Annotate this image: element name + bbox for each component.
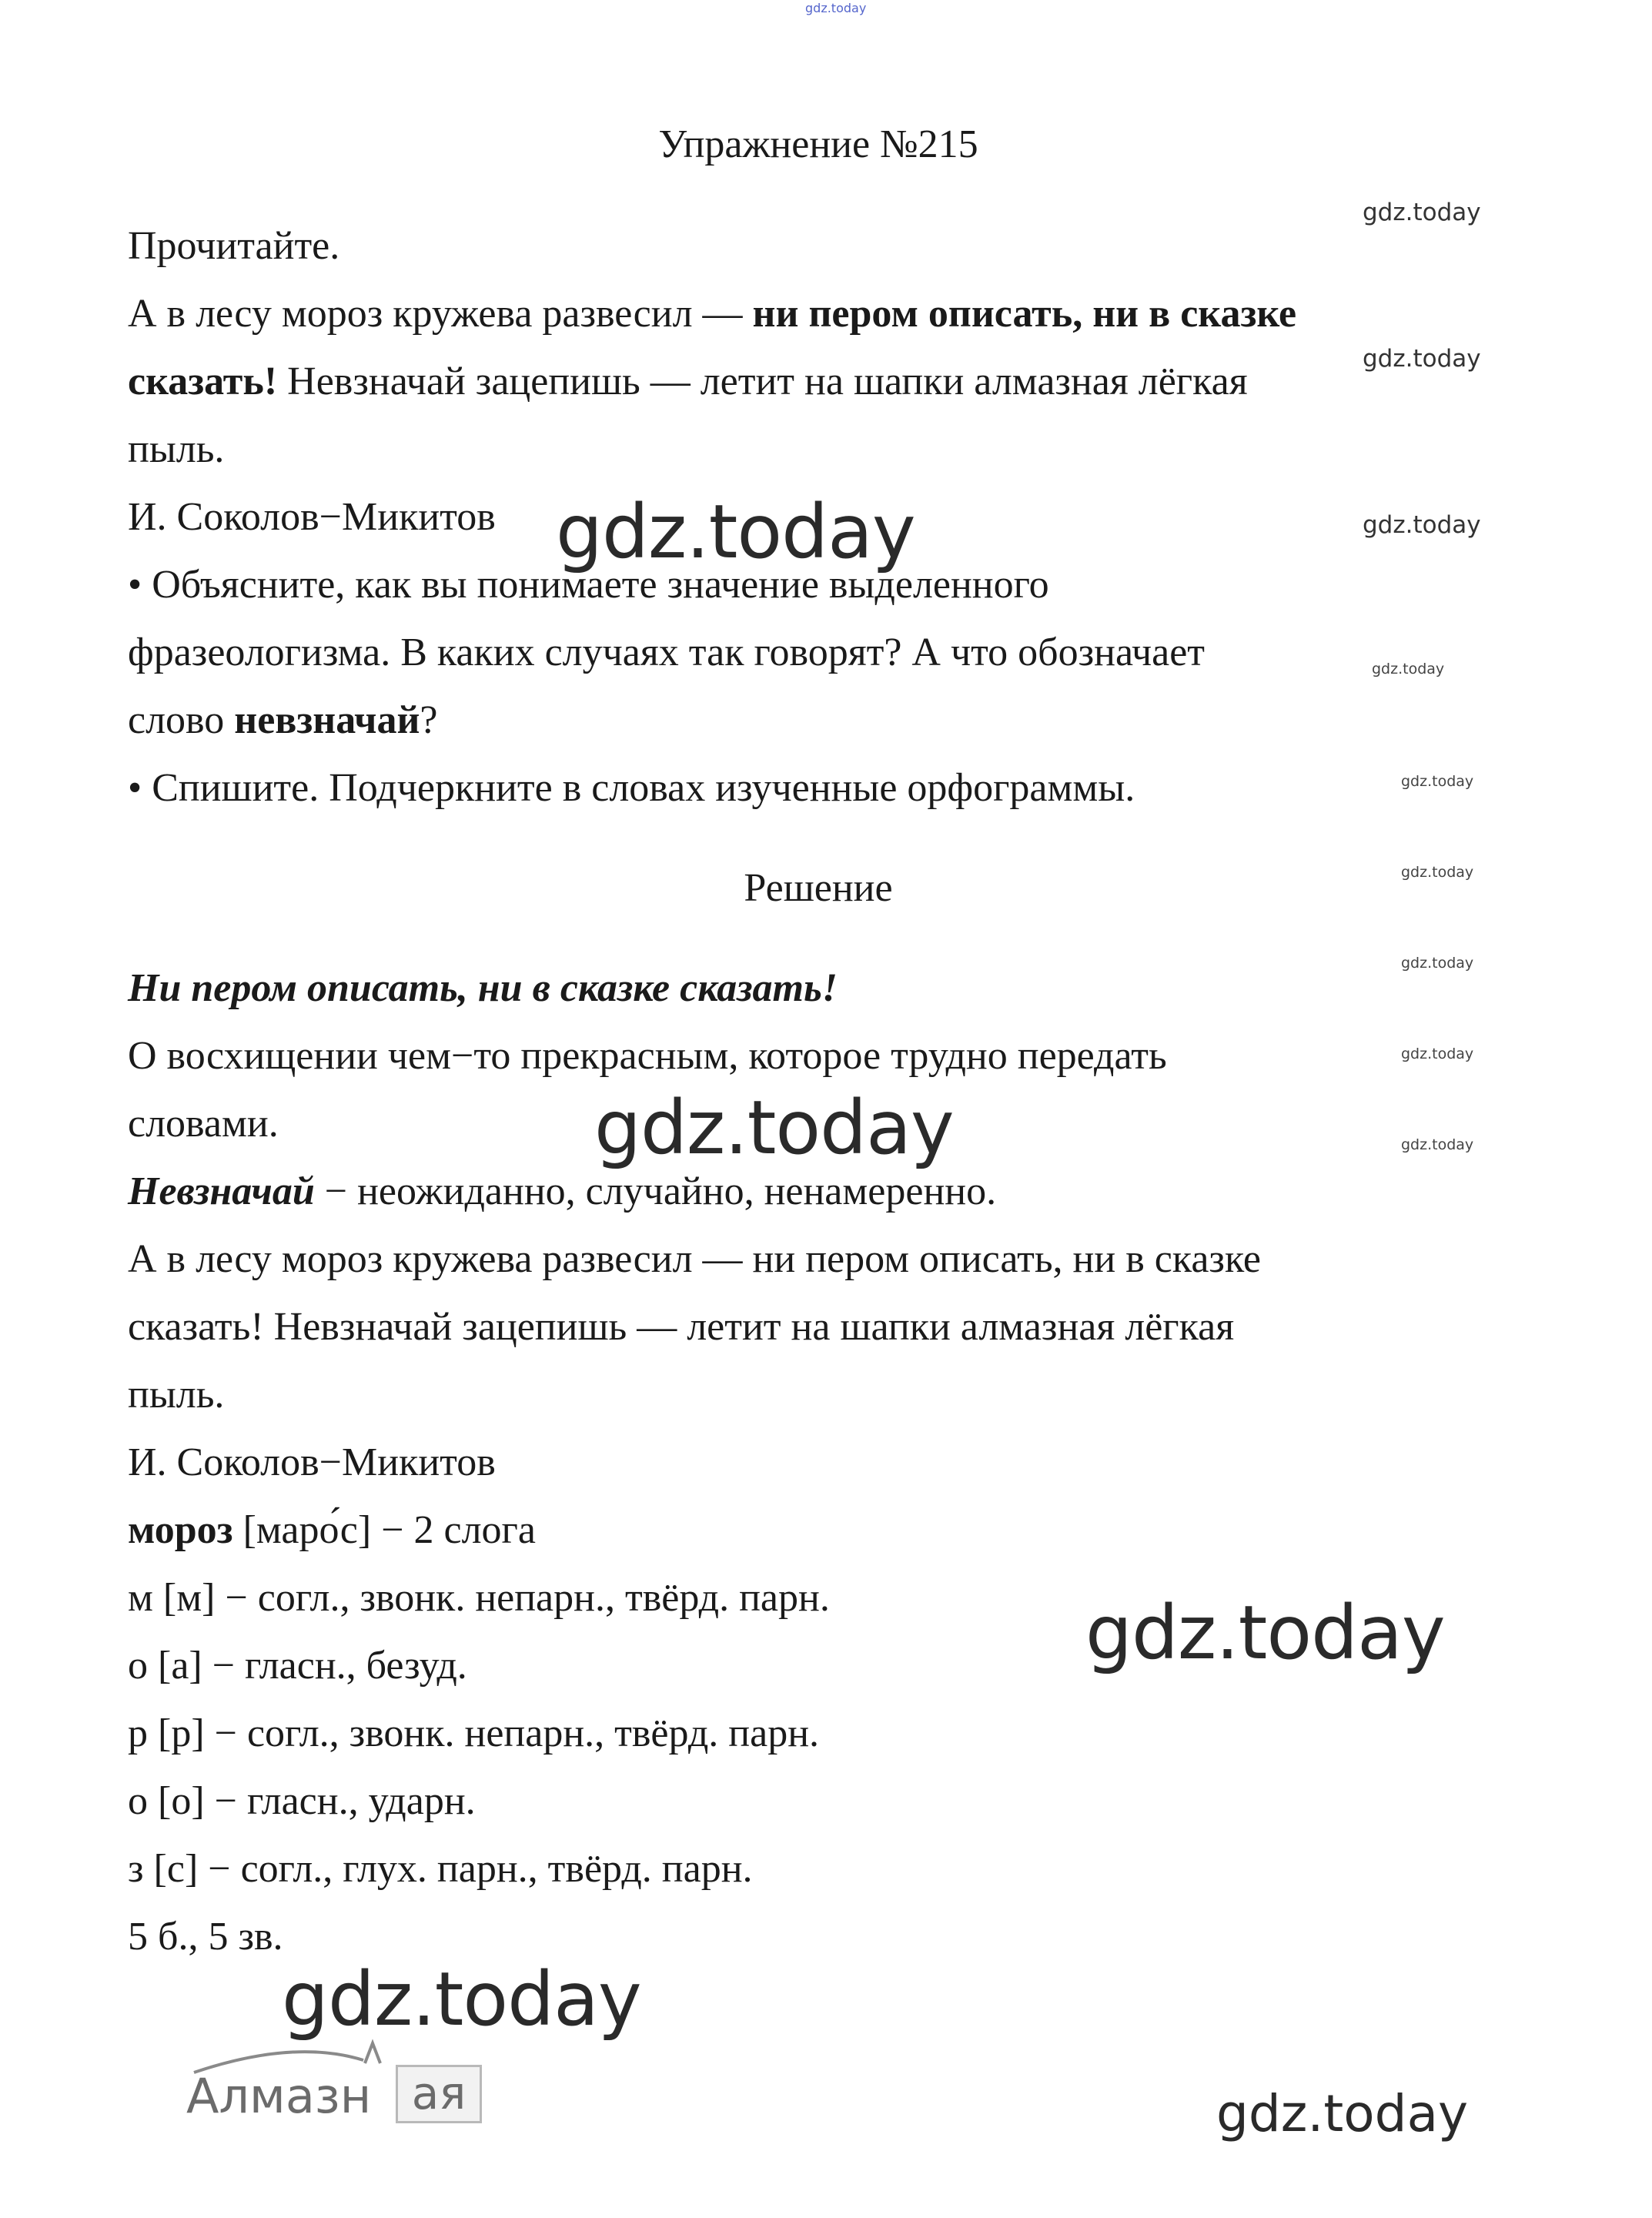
phonetic-line-2: о [а] − гласн., безуд.	[128, 1644, 467, 1688]
task-text-2a: сказать!	[128, 360, 278, 403]
analysis-word: мороз	[128, 1508, 233, 1552]
solution-meaning-1: О восхищении чем−то прекрасным, которое трудно передать	[128, 1034, 1167, 1078]
watermark-xs-3: gdz.today	[1401, 864, 1474, 881]
solution-text-2: сказать! Невзначай зацепишь — летит на шапки алмазная лёгкая	[128, 1305, 1235, 1349]
question-line-2: фразеологизма. В каких случаях так говорят? А что обозначает	[128, 631, 1206, 674]
watermark-xs-6: gdz.today	[1401, 1136, 1474, 1153]
task-author: И. Соколов−Микитов	[128, 495, 496, 539]
watermark-med-1: gdz.today	[1216, 2084, 1469, 2143]
solution-word: Невзначай	[128, 1169, 315, 1213]
watermark-big-3: gdz.today	[1085, 1590, 1445, 1676]
watermark-xs-2: gdz.today	[1401, 773, 1474, 790]
watermark-big-4: gdz.today	[282, 1956, 641, 2042]
task-text-2b: Невзначай зацепишь — летит на шапки алмазная лёгкая	[277, 360, 1248, 403]
solution-phrase: Ни пером описать, ни в сказке сказать!	[128, 966, 838, 1010]
instruction: Прочитайте.	[128, 224, 340, 268]
solution-word-def: − неожиданно, случайно, ненамеренно.	[314, 1169, 997, 1213]
phonetic-line-1: м [м] − согл., звонк. непарн., твёрд. парн.	[128, 1576, 830, 1620]
question-line-1: • Объясните, как вы понимаете значение выделенного	[128, 563, 1049, 607]
question-3a: слово	[128, 698, 235, 742]
watermark-top: gdz.today	[805, 1, 867, 15]
solution-text-1: А в лесу мороз кружева развесил — ни пером описать, ни в сказке	[128, 1237, 1261, 1281]
solution-heading: Решение	[744, 866, 893, 910]
question-3b: невзначай	[234, 698, 420, 742]
phonetic-summary: 5 б., 5 зв.	[128, 1915, 283, 1959]
phonetic-line-3: р [р] − согл., звонк. непарн., твёрд. парн.	[128, 1711, 820, 1755]
cropped-word-image	[186, 2032, 488, 2123]
task-text-1a: А в лесу мороз кружева развесил —	[128, 292, 753, 336]
question-line-3	[128, 698, 438, 744]
watermark-xs-1: gdz.today	[1372, 661, 1445, 677]
watermark-small-3: gdz.today	[1363, 511, 1481, 539]
solution-text-3: пыль.	[128, 1373, 225, 1417]
phonetic-line-5: з [с] − согл., глух. парн., твёрд. парн.	[128, 1847, 753, 1891]
task-text-line-2	[128, 359, 1248, 405]
watermark-small-2: gdz.today	[1363, 345, 1481, 373]
solution-meaning-2: словами.	[128, 1102, 279, 1146]
watermark-small-1: gdz.today	[1363, 199, 1481, 226]
phonetic-line-4: о [о] − гласн., ударн.	[128, 1779, 476, 1823]
task-text-line-3: пыль.	[128, 427, 225, 471]
analysis-line	[128, 1507, 536, 1554]
solution-author: И. Соколов−Микитов	[128, 1440, 496, 1484]
question-line-4: • Спишите. Подчеркните в словах изученные орфограммы.	[128, 766, 1135, 810]
task-text-line-1	[128, 291, 1296, 337]
watermark-big-2: gdz.today	[594, 1085, 954, 1171]
solution-word-line	[128, 1169, 996, 1215]
watermark-xs-4: gdz.today	[1401, 955, 1474, 972]
analysis-transcription: [маро́с] − 2 слога	[232, 1508, 536, 1552]
question-3c: ?	[420, 698, 438, 742]
cropped-word-root: Алмазн	[186, 2068, 372, 2124]
watermark-xs-5: gdz.today	[1401, 1045, 1474, 1062]
task-text-1b: ни пером описать, ни в сказке	[752, 292, 1297, 336]
exercise-title: Упражнение №215	[658, 122, 978, 166]
cropped-word-ending: ая	[396, 2065, 482, 2123]
watermark-big-1: gdz.today	[556, 489, 915, 575]
